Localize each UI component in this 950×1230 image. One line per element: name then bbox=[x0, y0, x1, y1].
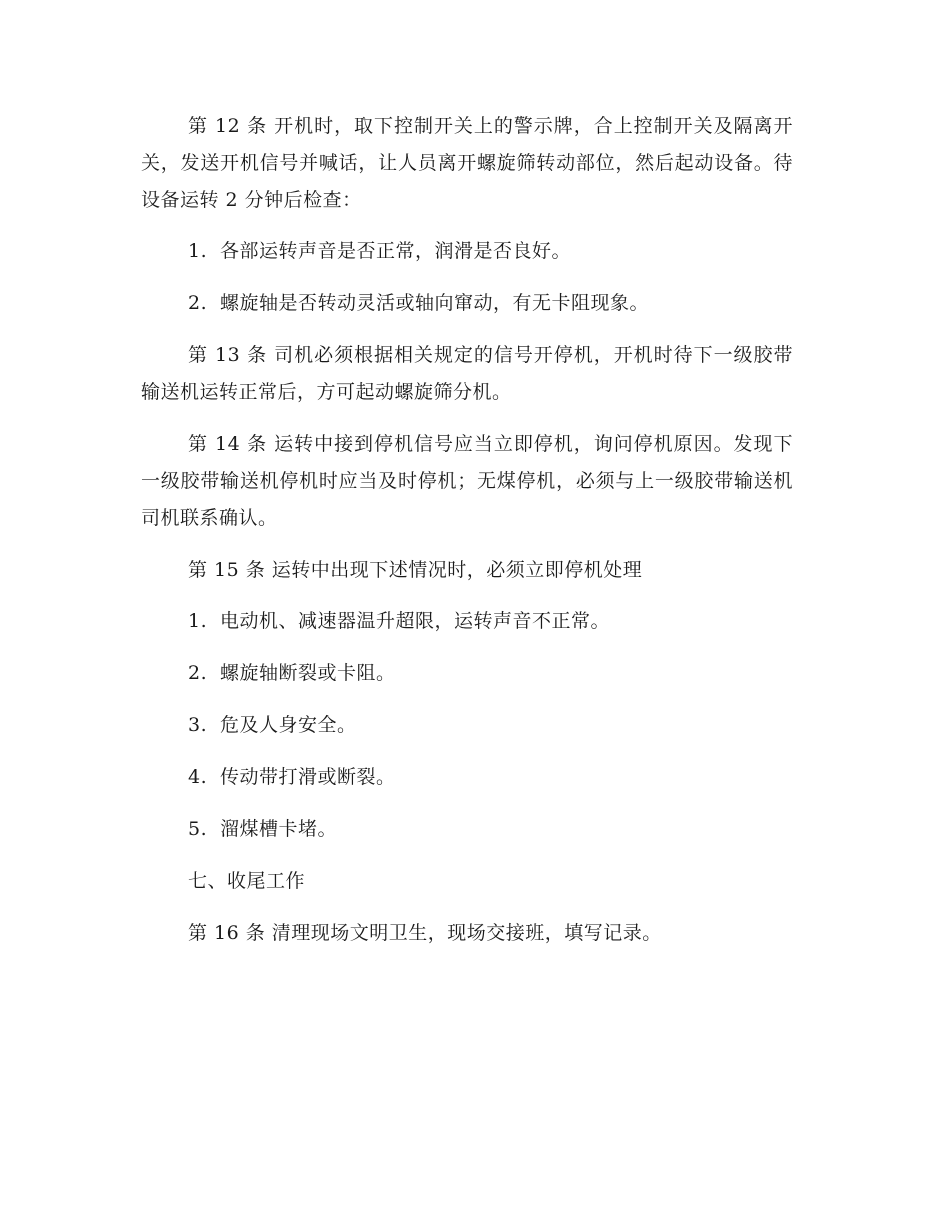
list-number: 2. bbox=[188, 662, 208, 684]
list-item-text: 溜煤槽卡堵。 bbox=[220, 818, 338, 840]
article-15-item-2 bbox=[141, 655, 793, 692]
list-number: 5. bbox=[188, 818, 208, 840]
article-15-item-4 bbox=[141, 759, 793, 796]
list-number: 2. bbox=[188, 292, 208, 314]
article-14-paragraph: 第 14 条 运转中接到停机信号应当立即停机，询问停机原因。发现下一级胶带输送机停机时应当及时停机；无煤停机，必须与上一级胶带输送机司机联系确认。 bbox=[141, 433, 793, 529]
article-12-item-2 bbox=[141, 285, 793, 322]
section-7-heading: 七、收尾工作 bbox=[188, 870, 306, 892]
article-16-paragraph: 第 16 条 清理现场文明卫生，现场交接班，填写记录。 bbox=[188, 922, 662, 944]
list-item-text: 螺旋轴是否转动灵活或轴向窜动，有无卡阻现象。 bbox=[220, 292, 650, 314]
article-12-paragraph: 第 12 条 开机时，取下控制开关上的警示牌，合上控制开关及隔离开关，发送开机信号并喊话，让人员离开螺旋筛转动部位，然后起动设备。待设备运转 2 分钟后检查： bbox=[141, 115, 793, 211]
article-15-paragraph: 第 15 条 运转中出现下述情况时，必须立即停机处理 bbox=[188, 559, 643, 581]
article-15-item-3 bbox=[141, 707, 793, 744]
article-13-paragraph: 第 13 条 司机必须根据相关规定的信号开停机，开机时待下一级胶带输送机运转正常后，方可起动螺旋筛分机。 bbox=[141, 344, 793, 403]
article-15-item-1 bbox=[141, 603, 793, 640]
article-12-item-1 bbox=[141, 233, 793, 270]
article-15-item-5 bbox=[141, 811, 793, 848]
list-number: 4. bbox=[188, 766, 208, 788]
list-item-text: 危及人身安全。 bbox=[220, 714, 357, 736]
document-body bbox=[141, 108, 793, 952]
list-number: 3. bbox=[188, 714, 208, 736]
list-item-text: 传动带打滑或断裂。 bbox=[220, 766, 396, 788]
list-item-text: 电动机、减速器温升超限，运转声音不正常。 bbox=[220, 610, 611, 632]
list-item-text: 各部运转声音是否正常，润滑是否良好。 bbox=[220, 240, 572, 262]
list-number: 1. bbox=[188, 240, 208, 262]
list-number: 1. bbox=[188, 610, 208, 632]
list-item-text: 螺旋轴断裂或卡阻。 bbox=[220, 662, 396, 684]
